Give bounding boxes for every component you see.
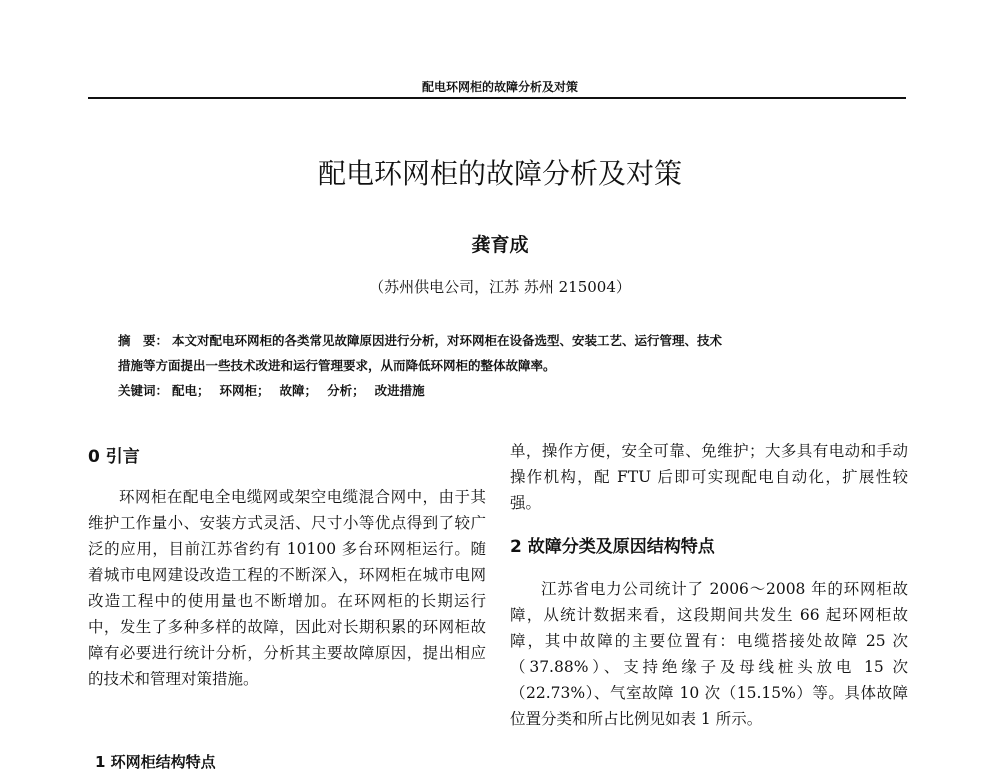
- keyword: 改进措施: [374, 383, 425, 398]
- paper-title: 配电环网柜的故障分析及对策: [317, 157, 682, 190]
- keywords-line: [118, 378, 878, 403]
- abstract-block: [118, 328, 878, 403]
- keyword: 环网柜；: [219, 383, 270, 398]
- section-2-heading: 2 故障分类及原因结构特点: [510, 537, 715, 557]
- abstract-line-1: [118, 328, 878, 353]
- running-title: 配电环网柜的故障分析及对策: [421, 80, 578, 94]
- left-column: [88, 444, 486, 692]
- section-0-heading: 0 引言: [88, 447, 140, 467]
- author-name: 龚育成: [471, 234, 529, 256]
- section-2-paragraph: 江苏省电力公司统计了 2006～2008 年的环网柜故障，从统计数据来看，这段期间共发生 66 起环网柜故障，其中故障的主要位置有：电缆搭接处故障 25 次（37.88%）、支持绝缘子及母线桩头放电 15 次（22.73%）、气室故障 10 次（15.15%）等。具体故障位置分类和所占比例见如表 1 所示。: [510, 580, 908, 728]
- keyword: 配电；: [172, 383, 210, 398]
- abstract-line-2: 措施等方面提出一些技术改进和运行管理要求，从而降低环网柜的整体故障率。: [118, 358, 556, 373]
- keywords-label: 关键词：: [118, 383, 169, 398]
- keyword: 故障；: [279, 383, 318, 398]
- right-column: [510, 438, 908, 732]
- section-1-tail-paragraph: 单，操作方便，安全可靠、免维护；大多具有电动和手动操作机构，配 FTU 后即可实现配电自动化，扩展性较强。: [510, 442, 908, 512]
- header-rule: [88, 97, 906, 99]
- keyword: 分析；: [327, 383, 365, 398]
- section-0-paragraph: 环网柜在配电全电缆网或架空电缆混合网中，由于其维护工作量小、安装方式灵活、尺寸小等优点得到了较广泛的应用，目前江苏省约有 10100 多台环网柜运行。随着城市电网建设改造工程的不断深入，环网柜在城市电网改造工程中的使用量也不断增加。在环网柜的长期运行中，发生了多种多样的故障，因此对长期积累的环网柜故障有必要进行统计分析，分析其主要故障原因，提出相应的技术和管理对策措施。: [88, 488, 486, 688]
- abstract-text-1: 本文对配电环网柜的各类常见故障原因进行分析，对环网柜在设备选型、安装工艺、运行管理、技术: [172, 333, 723, 348]
- author-affiliation: （苏州供电公司，江苏 苏州 215004）: [369, 278, 631, 296]
- section-1-heading-cutoff: 1 环网柜结构特点: [95, 753, 216, 771]
- abstract-label: 摘 要：: [118, 333, 169, 348]
